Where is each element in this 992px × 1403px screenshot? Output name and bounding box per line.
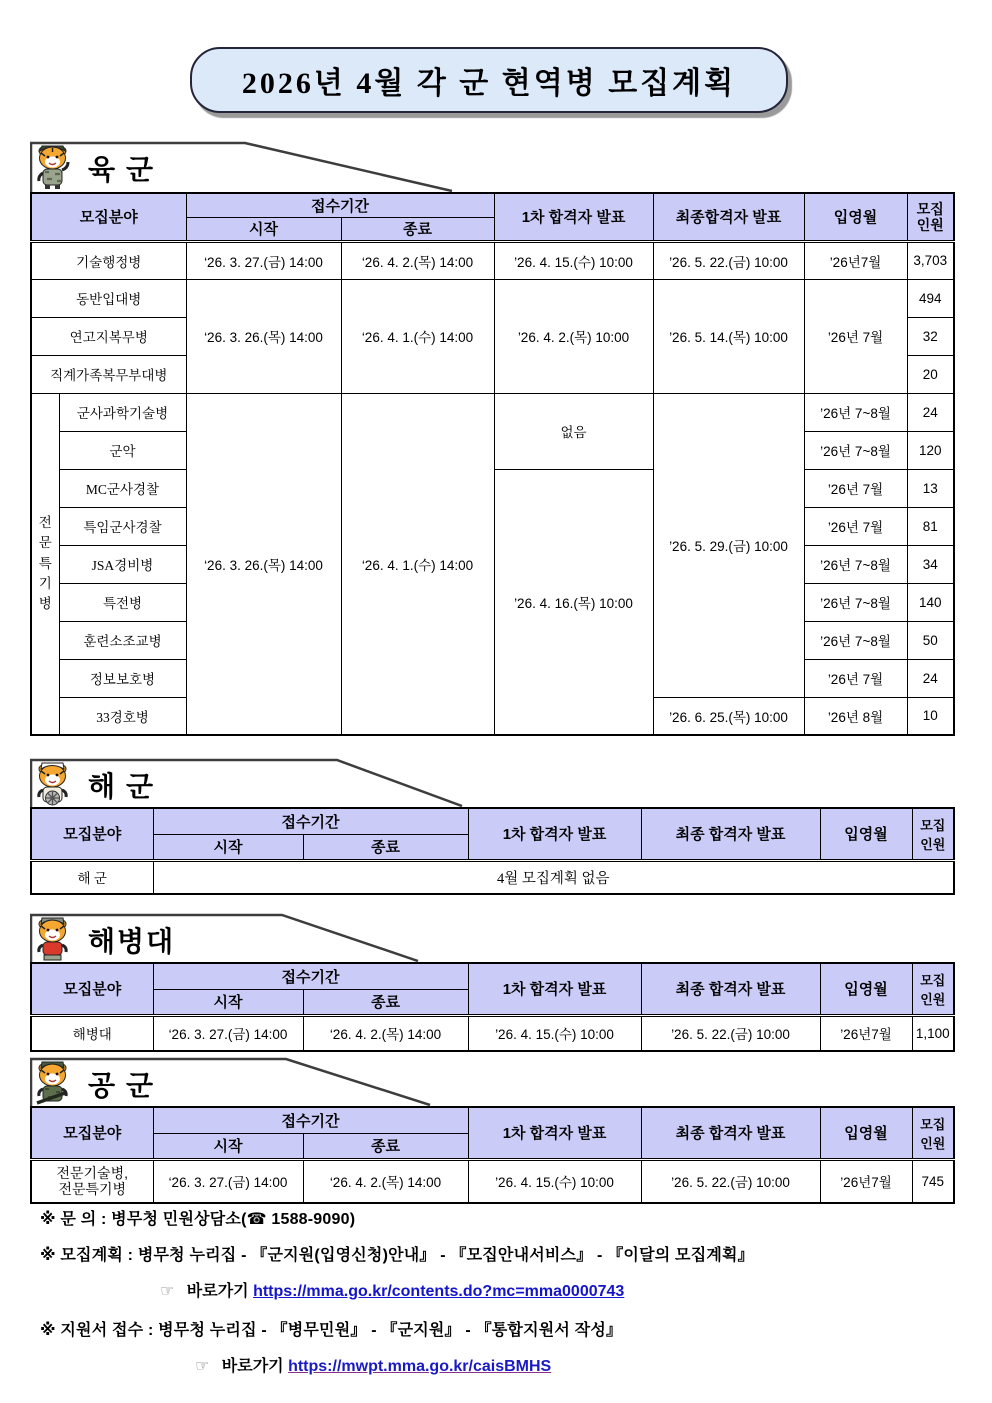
- cell-field: 33경호병: [59, 697, 186, 735]
- shortcut-label: 바로가기: [221, 1358, 284, 1375]
- cell-quota: 3,703: [907, 241, 954, 279]
- col-header-enlist-month: 입영월: [820, 1107, 912, 1159]
- cell-end: ‘26. 4. 2.(목) 14:00: [303, 1015, 468, 1051]
- col-header-field: 모집분야: [31, 963, 153, 1015]
- cell-quota: 10: [907, 697, 954, 735]
- col-header-first-pass: 1차 합격자 발표: [468, 963, 641, 1015]
- col-header-quota: 모집인원: [912, 963, 954, 1015]
- table-row: [31, 279, 954, 317]
- table-header-row: [31, 808, 954, 834]
- cell-group-label: 전문특기병: [31, 393, 59, 735]
- col-header-period: 접수기간: [153, 808, 468, 834]
- cell-month: ’26년 7월: [804, 279, 907, 393]
- cell-final: ’26. 5. 22.(금) 10:00: [641, 1015, 820, 1051]
- cell-quota: 81: [907, 507, 954, 545]
- apply-link-line: [195, 1353, 960, 1376]
- pointer-hand-icon: ☞: [160, 1283, 175, 1300]
- cell-first: ’26. 4. 16.(목) 10:00: [494, 469, 653, 735]
- cell-field: 동반입대병: [31, 279, 186, 317]
- airforce-table: [30, 1106, 955, 1204]
- cell-start: ‘26. 3. 27.(금) 14:00: [186, 241, 341, 279]
- cell-month: ’26년7월: [820, 1015, 912, 1051]
- table-row: [31, 1015, 954, 1051]
- cell-start: ‘26. 3. 26.(목) 14:00: [186, 393, 341, 735]
- col-header-quota: 모집 인원: [907, 193, 954, 241]
- col-header-first-pass: 1차 합격자 발표: [468, 1107, 641, 1159]
- cell-final: ’26. 6. 25.(목) 10:00: [653, 697, 804, 735]
- col-header-final-pass: 최종 합격자 발표: [641, 963, 820, 1015]
- cell-quota: 13: [907, 469, 954, 507]
- footer-notes: [40, 1206, 960, 1392]
- cell-month: ’26년 7월: [804, 469, 907, 507]
- col-header-quota: 모집인원: [912, 1107, 954, 1159]
- cell-no-plan-note: 4월 모집계획 없음: [153, 860, 954, 894]
- marines-section: [30, 912, 953, 1052]
- cell-field: 전문기술병, 전문특기병: [31, 1159, 153, 1203]
- cell-month: ’26년 7~8월: [804, 621, 907, 659]
- col-header-final-pass: 최종 합격자 발표: [641, 808, 820, 860]
- plan-link[interactable]: https://mma.go.kr/contents.do?mc=mma0000743: [253, 1283, 625, 1300]
- cell-field: 직계가족복무부대병: [31, 355, 186, 393]
- marines-table: [30, 962, 955, 1052]
- airforce-banner: [30, 1056, 953, 1106]
- airforce-banner-line: [30, 1056, 953, 1106]
- army-section: [30, 140, 953, 736]
- cell-start: ‘26. 3. 27.(금) 14:00: [153, 1015, 303, 1051]
- marines-section-heading: 해병대: [88, 927, 176, 958]
- cell-field: MC군사경찰: [59, 469, 186, 507]
- table-header-row: [31, 193, 954, 217]
- col-header-period: 접수기간: [153, 1107, 468, 1133]
- cell-field: 연고지복무병: [31, 317, 186, 355]
- cell-quota: 24: [907, 659, 954, 697]
- cell-field: 해병대: [31, 1015, 153, 1051]
- cell-field: 훈련소조교병: [59, 621, 186, 659]
- col-header-quota: 모집인원: [912, 808, 954, 860]
- table-row: [31, 241, 954, 279]
- cell-end: ‘26. 4. 1.(수) 14:00: [341, 279, 494, 393]
- cell-start: ‘26. 3. 27.(금) 14:00: [153, 1159, 303, 1203]
- marines-tiger-mascot-icon: [31, 915, 75, 962]
- army-table: [30, 192, 955, 736]
- cell-month: ’26년 7~8월: [804, 393, 907, 431]
- col-header-first-pass: 1차 합격자 발표: [468, 808, 641, 860]
- col-header-end: 종료: [303, 989, 468, 1015]
- table-row: [31, 860, 954, 894]
- marines-banner: [30, 912, 953, 962]
- cell-final: ’26. 5. 14.(목) 10:00: [653, 279, 804, 393]
- col-header-enlist-month: 입영월: [820, 808, 912, 860]
- cell-quota: 24: [907, 393, 954, 431]
- cell-quota: 1,100: [912, 1015, 954, 1051]
- cell-first: ’26. 4. 15.(수) 10:00: [468, 1015, 641, 1051]
- cell-quota: 745: [912, 1159, 954, 1203]
- army-tiger-mascot-icon: [31, 143, 75, 190]
- navy-banner: [30, 757, 953, 807]
- cell-quota: 50: [907, 621, 954, 659]
- col-header-end: 종료: [303, 1133, 468, 1159]
- cell-month: ’26년 8월: [804, 697, 907, 735]
- cell-end: ‘26. 4. 1.(수) 14:00: [341, 393, 494, 735]
- cell-field: 특임군사경찰: [59, 507, 186, 545]
- cell-end: ‘26. 4. 2.(목) 14:00: [341, 241, 494, 279]
- col-header-final-pass: 최종합격자 발표: [653, 193, 804, 241]
- cell-month: ’26년 7월: [804, 507, 907, 545]
- cell-first: ’26. 4. 15.(수) 10:00: [494, 241, 653, 279]
- col-header-end: 종료: [341, 217, 494, 241]
- cell-quota: 32: [907, 317, 954, 355]
- airforce-tiger-mascot-icon: [31, 1059, 75, 1106]
- cell-field: 기술행정병: [31, 241, 186, 279]
- col-header-start: 시작: [153, 834, 303, 860]
- cell-field: 군악: [59, 431, 186, 469]
- inquiry-note: ※ 문 의 : 병무청 민원상담소(☎ 1588-9090): [40, 1211, 356, 1228]
- cell-final: ’26. 5. 29.(금) 10:00: [653, 393, 804, 697]
- pointer-hand-icon: ☞: [195, 1358, 210, 1375]
- cell-final: ’26. 5. 22.(금) 10:00: [641, 1159, 820, 1203]
- cell-field: 정보보호병: [59, 659, 186, 697]
- cell-month: ’26년 7월: [804, 659, 907, 697]
- cell-quota: 20: [907, 355, 954, 393]
- cell-month: ’26년7월: [804, 241, 907, 279]
- col-header-start: 시작: [153, 1133, 303, 1159]
- col-header-first-pass: 1차 합격자 발표: [494, 193, 653, 241]
- navy-banner-line: [30, 757, 953, 807]
- apply-note: ※ 지원서 접수 : 병무청 누리집 - 『병무민원』 - 『군지원』 - 『통합지원서 작성』: [40, 1322, 623, 1339]
- cell-field: 특전병: [59, 583, 186, 621]
- cell-field: JSA경비병: [59, 545, 186, 583]
- col-header-field: 모집분야: [31, 193, 186, 241]
- plan-link-line: [160, 1278, 960, 1301]
- table-header-row: [31, 963, 954, 989]
- cell-first: ’26. 4. 15.(수) 10:00: [468, 1159, 641, 1203]
- cell-quota: 34: [907, 545, 954, 583]
- col-header-enlist-month: 입영월: [820, 963, 912, 1015]
- navy-table: [30, 807, 955, 895]
- cell-first: ’26. 4. 2.(목) 10:00: [494, 279, 653, 393]
- cell-month: ’26년 7~8월: [804, 431, 907, 469]
- cell-start: ‘26. 3. 26.(목) 14:00: [186, 279, 341, 393]
- col-header-start: 시작: [153, 989, 303, 1015]
- apply-link[interactable]: https://mwpt.mma.go.kr/caisBMHS: [288, 1358, 552, 1375]
- col-header-start: 시작: [186, 217, 341, 241]
- cell-field: 군사과학기술병: [59, 393, 186, 431]
- document-title-box: [190, 47, 788, 113]
- col-header-period: 접수기간: [153, 963, 468, 989]
- cell-field: 해 군: [31, 860, 153, 894]
- cell-quota: 140: [907, 583, 954, 621]
- table-row: [31, 393, 954, 431]
- cell-final: ’26. 5. 22.(금) 10:00: [653, 241, 804, 279]
- navy-section: [30, 757, 953, 895]
- table-row: [31, 1159, 954, 1203]
- col-header-field: 모집분야: [31, 808, 153, 860]
- col-header-end: 종료: [303, 834, 468, 860]
- cell-month: ’26년 7~8월: [804, 545, 907, 583]
- cell-month: ’26년7월: [820, 1159, 912, 1203]
- army-section-heading: 육 군: [88, 155, 156, 186]
- table-header-row: [31, 1107, 954, 1133]
- cell-end: ‘26. 4. 2.(목) 14:00: [303, 1159, 468, 1203]
- cell-quota: 120: [907, 431, 954, 469]
- col-header-final-pass: 최종 합격자 발표: [641, 1107, 820, 1159]
- plan-note: ※ 모집계획 : 병무청 누리집 - 『군지원(입영신청)안내』 - 『모집안내서비스』 - 『이달의 모집계획』: [40, 1247, 754, 1264]
- army-banner-line: [30, 140, 953, 192]
- cell-first: 없음: [494, 393, 653, 469]
- cell-month: ’26년 7~8월: [804, 583, 907, 621]
- shortcut-label: 바로가기: [186, 1283, 249, 1300]
- page-title: 2026년 4월 각 군 현역병 모집계획: [241, 67, 737, 100]
- navy-section-heading: 해 군: [88, 772, 156, 803]
- navy-tiger-mascot-icon: [31, 760, 75, 807]
- col-header-period: 접수기간: [186, 193, 494, 217]
- cell-quota: 494: [907, 279, 954, 317]
- army-banner: [30, 140, 953, 192]
- col-header-enlist-month: 입영월: [804, 193, 907, 241]
- col-header-field: 모집분야: [31, 1107, 153, 1159]
- airforce-section: [30, 1056, 953, 1204]
- airforce-section-heading: 공 군: [88, 1071, 156, 1102]
